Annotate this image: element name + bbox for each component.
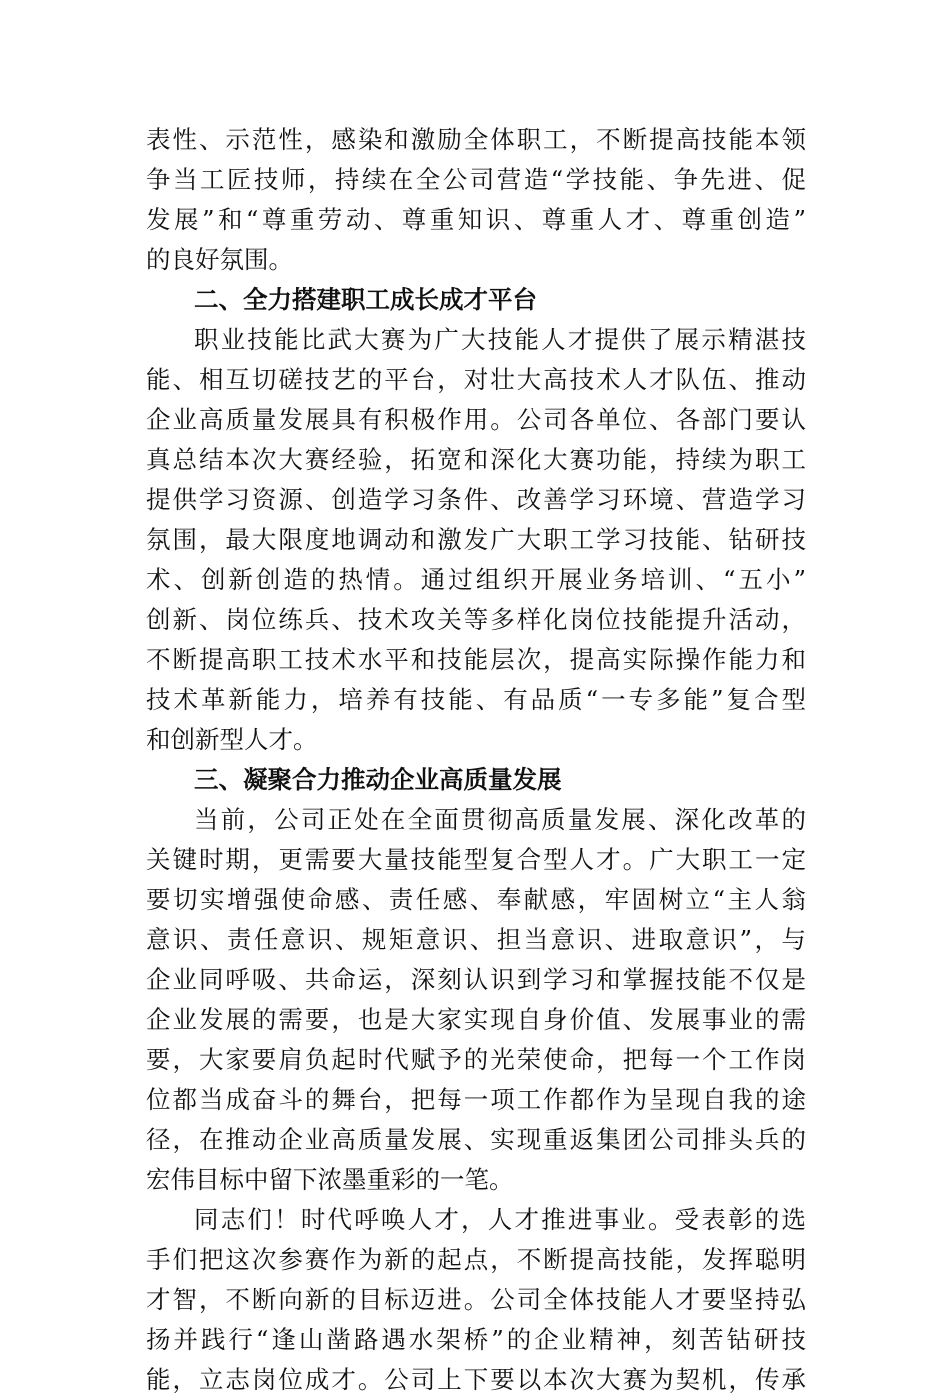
text-line: 关键时期，更需要大量技能型复合型人才。广大职工一定 xyxy=(146,845,806,874)
text-line: 才智，不断向新的目标迈进。公司全体技能人才要坚持弘 xyxy=(146,1285,806,1314)
text-line: 的良好氛围。 xyxy=(146,245,293,274)
text-line: 手们把这次参赛作为新的起点，不断提高技能，发挥聪明 xyxy=(146,1245,806,1274)
text-line: 发展”和“尊重劳动、尊重知识、尊重人才、尊重创造” xyxy=(146,205,806,234)
text-line: 企业高质量发展具有积极作用。公司各单位、各部门要认 xyxy=(146,405,806,434)
text-line: 提供学习资源、创造学习条件、改善学习环境、营造学习 xyxy=(146,485,806,514)
section-heading-3: 三、凝聚合力推动企业高质量发展 xyxy=(194,765,562,794)
text-line: 和创新型人才。 xyxy=(146,725,318,754)
text-line: 宏伟目标中留下浓墨重彩的一笔。 xyxy=(146,1165,514,1194)
text-line: 表性、示范性，感染和激励全体职工，不断提高技能本领 xyxy=(146,125,806,154)
text-line: 扬并践行“逢山凿路遇水架桥”的企业精神，刻苦钻研技 xyxy=(146,1325,806,1354)
text-line: 企业发展的需要，也是大家实现自身价值、发展事业的需 xyxy=(146,1005,806,1034)
text-line: 企业同呼吸、共命运，深刻认识到学习和掌握技能不仅是 xyxy=(146,965,806,994)
text-line: 要，大家要肩负起时代赋予的光荣使命，把每一个工作岗 xyxy=(146,1045,806,1074)
text-line: 当前，公司正处在全面贯彻高质量发展、深化改革的 xyxy=(194,805,806,834)
paragraph-2 xyxy=(146,320,806,760)
document-page xyxy=(146,120,806,1400)
section-heading-2: 二、全力搭建职工成长成才平台 xyxy=(194,285,537,314)
text-line: 能，立志岗位成才。公司上下要以本次大赛为契机，传承 xyxy=(146,1365,806,1394)
text-line: 创新、岗位练兵、技术攻关等多样化岗位技能提升活动， xyxy=(146,605,806,634)
text-line: 氛围，最大限度地调动和激发广大职工学习技能、钻研技 xyxy=(146,525,806,554)
text-line: 技术革新能力，培养有技能、有品质“一专多能”复合型 xyxy=(146,685,806,714)
paragraph-top xyxy=(146,120,806,280)
paragraph-3 xyxy=(146,800,806,1200)
text-line: 同志们！时代呼唤人才，人才推进事业。受表彰的选 xyxy=(194,1205,806,1234)
text-line: 术、创新创造的热情。通过组织开展业务培训、“五小” xyxy=(146,565,806,594)
text-line: 真总结本次大赛经验，拓宽和深化大赛功能，持续为职工 xyxy=(146,445,806,474)
text-line: 径，在推动企业高质量发展、实现重返集团公司排头兵的 xyxy=(146,1125,806,1154)
paragraph-4 xyxy=(146,1200,806,1400)
text-line: 能、相互切磋技艺的平台，对壮大高技术人才队伍、推动 xyxy=(146,365,806,394)
text-line: 不断提高职工技术水平和技能层次，提高实际操作能力和 xyxy=(146,645,806,674)
text-line: 争当工匠技师，持续在全公司营造“学技能、争先进、促 xyxy=(146,165,806,194)
text-line: 要切实增强使命感、责任感、奉献感，牢固树立“主人翁 xyxy=(146,885,806,914)
text-line: 意识、责任意识、规矩意识、担当意识、进取意识”，与 xyxy=(146,925,806,954)
text-line: 位都当成奋斗的舞台，把每一项工作都作为呈现自我的途 xyxy=(146,1085,806,1114)
text-line: 职业技能比武大赛为广大技能人才提供了展示精湛技 xyxy=(194,325,806,354)
